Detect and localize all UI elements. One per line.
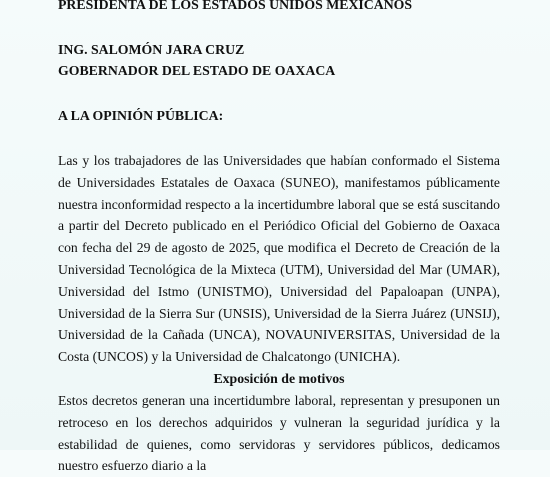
letter-body <box>58 0 500 477</box>
intro-paragraph: Las y los trabajadores de las Universidades que habían conformado el Sistema de Universidades Estatales de Oaxaca (SUNEO), manifestamos públicamente nuestra inconformidad respecto a la incertidumbre laboral que se está suscitando a partir del Decreto publicado en el Periódico Oficial del Gobierno de Oaxaca con fecha del 29 de agosto de 2025, que modifica el Decreto de Creación de la Universidad Tecnológica de la Mixteca (UTM), Universidad del Mar (UMAR), Universidad del Istmo (UNISTMO), Universidad del Papaloapan (UNPA), Universidad de la Sierra Sur (UNSIS), Universidad de la Sierra Juárez (UNSIJ), Universidad de la Cañada (UNCA), NOVAUNIVERSITAS, Universidad de la Costa (UNCOS) y la Universidad de Chalcatongo (UNICHA). <box>58 153 500 365</box>
recipient-title: GOBERNADOR DEL ESTADO DE OAXACA <box>58 63 336 78</box>
motives-paragraph: Estos decretos generan una incertidumbre laboral, representan y presuponen un retroceso en los derechos adquiridos y vulneran la seguridad jurídica y la estabilidad de quienes, como servidoras y servidores públicos, dedicamos nuestro esfuerzo diario a la <box>58 392 500 474</box>
section-heading: Exposición de motivos <box>213 370 345 386</box>
salutation: A LA OPINIÓN PÚBLICA: <box>58 108 224 123</box>
recipient-president: PRESIDENTA DE LOS ESTADOS UNIDOS MEXICANOS <box>58 0 413 12</box>
recipient-name: ING. SALOMÓN JARA CRUZ <box>58 42 245 57</box>
